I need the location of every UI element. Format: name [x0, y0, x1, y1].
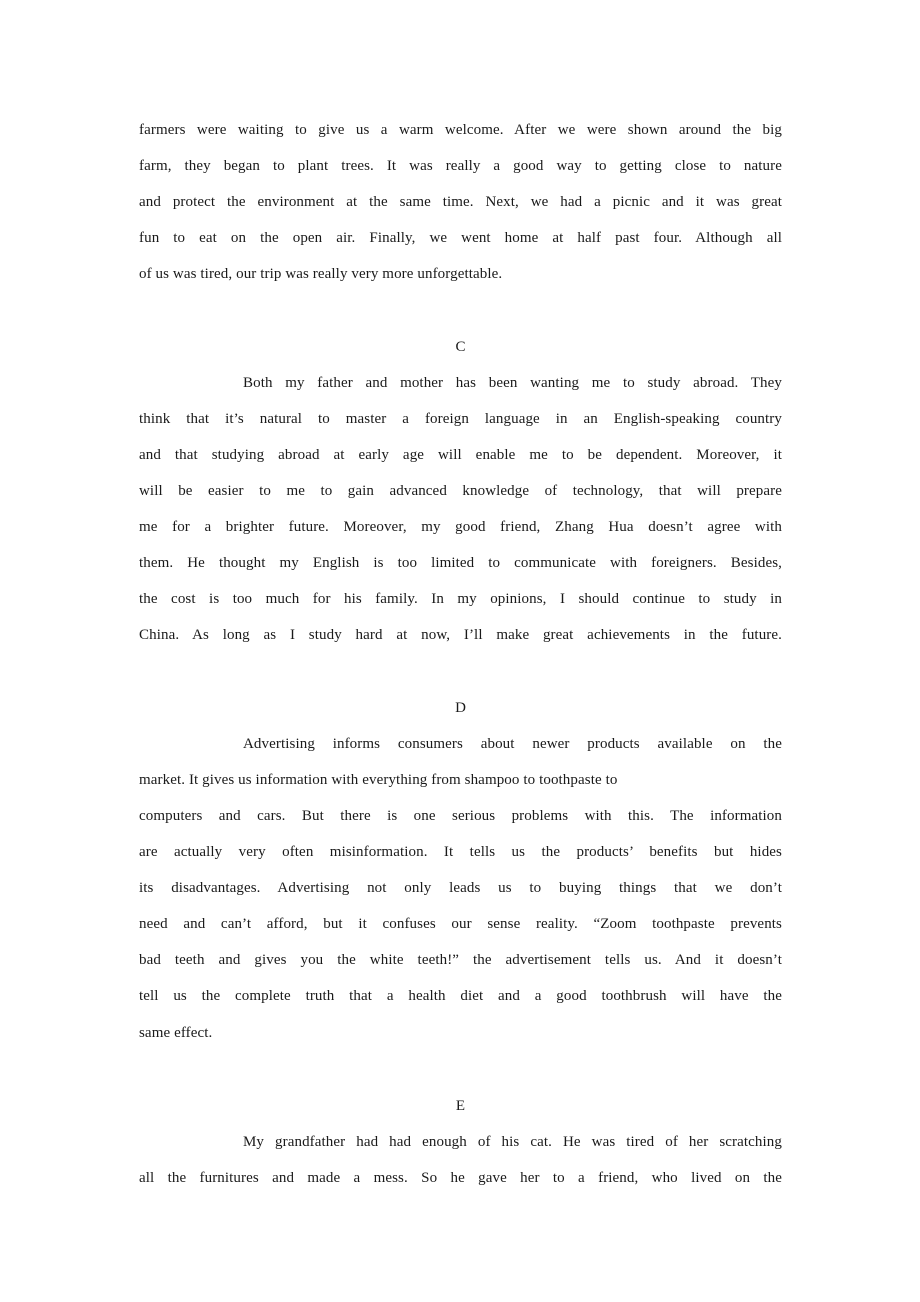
section-heading-e: E: [455, 1098, 466, 1114]
paragraph-line: and protect the environment at the same time. Next, we had a picnic and it was great: [139, 194, 782, 210]
paragraph-line: are actually very often misinformation. It tells us the products’ benefits but hides: [139, 844, 782, 860]
paragraph-line: need and can’t afford, but it confuses our sense reality. “Zoom toothpaste prevents: [139, 916, 782, 932]
paragraph-line: Advertising informs consumers about newer products available on the: [243, 736, 782, 752]
paragraph-line: the cost is too much for his family. In my opinions, I should continue to study in: [139, 591, 782, 607]
paragraph-line: me for a brighter future. Moreover, my good friend, Zhang Hua doesn’t agree with: [139, 519, 782, 535]
paragraph-line: them. He thought my English is too limited to communicate with foreigners. Besides,: [139, 555, 782, 571]
paragraph-line: Both my father and mother has been wanting me to study abroad. They: [243, 375, 782, 391]
paragraph-line: same effect.: [139, 1025, 213, 1041]
paragraph-line: bad teeth and gives you the white teeth!” the advertisement tells us. And it doesn’t: [139, 952, 782, 968]
paragraph-line: of us was tired, our trip was really very more unforgettable.: [139, 266, 503, 282]
paragraph-line: farmers were waiting to give us a warm welcome. After we were shown around the big: [139, 122, 782, 138]
paragraph-line: farm, they began to plant trees. It was really a good way to getting close to nature: [139, 158, 782, 174]
paragraph-line: think that it’s natural to master a foreign language in an English-speaking country: [139, 411, 782, 427]
paragraph-line: tell us the complete truth that a health diet and a good toothbrush will have the: [139, 988, 782, 1004]
section-heading-d: D: [455, 700, 466, 716]
paragraph-line: My grandfather had had enough of his cat. He was tired of her scratching: [243, 1134, 782, 1150]
paragraph-line: market. It gives us information with everything from shampoo to toothpaste to: [139, 772, 618, 788]
paragraph-line: will be easier to me to gain advanced knowledge of technology, that will prepare: [139, 483, 782, 499]
paragraph-line: China. As long as I study hard at now, I’ll make great achievements in the future.: [139, 627, 782, 643]
paragraph-line: all the furnitures and made a mess. So he gave her to a friend, who lived on the: [139, 1170, 782, 1186]
paragraph-line: fun to eat on the open air. Finally, we went home at half past four. Although all: [139, 230, 782, 246]
paragraph-line: its disadvantages. Advertising not only leads us to buying things that we don’t: [139, 880, 782, 896]
section-heading-c: C: [455, 339, 466, 355]
paragraph-line: computers and cars. But there is one serious problems with this. The information: [139, 808, 782, 824]
paragraph-line: and that studying abroad at early age will enable me to be dependent. Moreover, it: [139, 447, 782, 463]
